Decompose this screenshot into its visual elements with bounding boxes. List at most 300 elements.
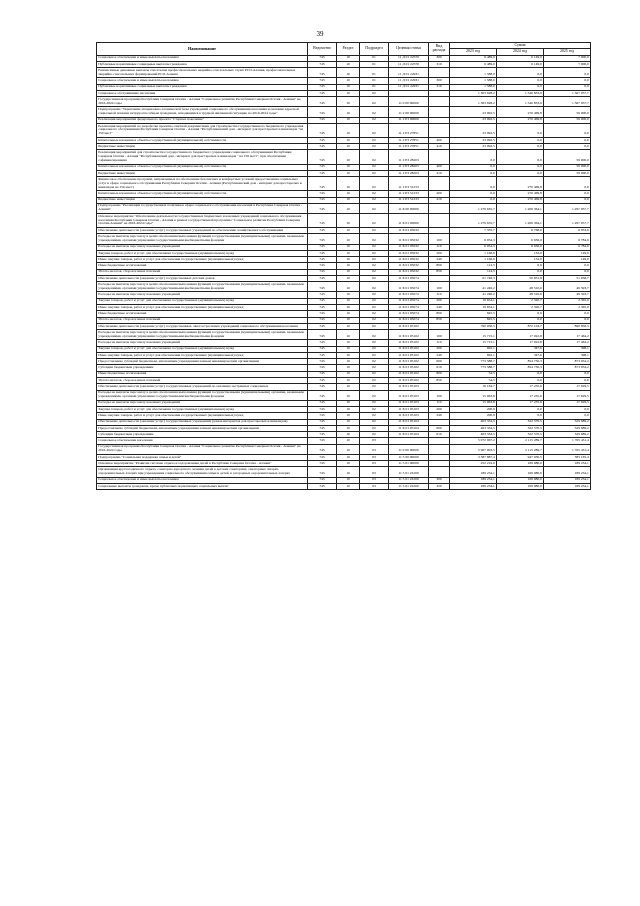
row-section: 10 <box>337 263 360 269</box>
row-sum-2023: 1 303 628,2 <box>450 90 497 96</box>
row-name: Ежемесячные денежные выплаты спасателям профессиональных аварийно-спасательных служб РСО-Алания, профессиональных аварийно-спасательных формирований РСО-Алания <box>97 68 308 78</box>
row-name: Уплата налогов, сборов и иных платежей <box>97 377 308 383</box>
row-sum-2024: 270 469,8 <box>497 177 544 191</box>
row-subsection: 02 <box>360 144 389 150</box>
row-name: Расходы на выплаты персоналу в целях обеспечения выполнения функций государственными (муниципальными) органами, казенными учреждениями, органами управления государственными внебюджетными фондами <box>97 390 308 400</box>
row-subsection: 02 <box>360 123 389 137</box>
row-section: 10 <box>337 425 360 431</box>
row-sum-2024: 1 269 364,1 <box>497 203 544 213</box>
row-expense-type: 800 <box>429 371 450 377</box>
row-ministry: 745 <box>308 191 337 197</box>
row-ministry: 745 <box>308 244 337 250</box>
row-sum-2023: 0,0 <box>450 191 497 197</box>
row-name: Организация круглогодичного отдыха, санаторно-курортного лечения детей в детских санаториях, санаторных лагерях, оздоровительных лагерях при учреждениях социального обслуживания семьи и детей, в загородных оздоровительных лагерях <box>97 467 308 477</box>
row-ministry: 745 <box>308 377 337 383</box>
row-target-article: 11 2 P3 00000 <box>389 117 429 123</box>
row-expense-type <box>429 123 450 137</box>
row-ministry: 745 <box>308 400 337 406</box>
row-name: Основное мероприятие "Обеспечение деятельности государственных бюджетных и казенных учреждений социального обслуживания населения Республики Северная Осетия - Алания в рамках государственной программы "Социальное развитие Республики Северная Осетия-Алания" на 2016-2024 годы" <box>97 213 308 227</box>
row-name: Бюджетные инвестиции <box>97 197 308 203</box>
row-sum-2023: 692,1 <box>450 352 497 358</box>
row-sum-2025: 329 689,2 <box>544 425 591 431</box>
row-sum-2024: 17 235,6 <box>497 384 544 390</box>
row-target-article: 11 Б 01 05032 <box>389 257 429 263</box>
row-sum-2023: 845,5 <box>450 317 497 323</box>
row-sum-2024: 17 235,6 <box>497 390 544 400</box>
row-ministry: 745 <box>308 323 337 329</box>
row-expense-type: 110 <box>429 340 450 346</box>
row-sum-2025: 1 297 057,7 <box>544 203 591 213</box>
row-name: Финансовое обеспечение программ, направленных на обеспечение безопасных и комфортных условий предоставления социальных услуг в сфере социального обслуживания Республики Северная Осетия - Алания (Республиканский дом - интернат для престарелых и инвалидов на 150 мест) <box>97 177 308 191</box>
row-sum-2024: 2 320,7 <box>497 304 544 310</box>
row-subsection: 02 <box>360 257 389 263</box>
row-sum-2023: 0,0 <box>450 150 497 164</box>
row-subsection: 02 <box>360 269 389 275</box>
row-subsection: 02 <box>360 311 389 317</box>
row-name: Реализация мероприятий для строительства государственного бюджетного учреждения социального обслуживания Республики Северная Осетия - Алания "Республиканский дом - интернат для престарелых и инвалидов " на 150 мест", при обеспечении софинансирования <box>97 150 308 164</box>
row-subsection: 02 <box>360 407 389 413</box>
row-sum-2024: 17 022,8 <box>497 330 544 340</box>
row-sum-2024: 854 730,3 <box>497 359 544 365</box>
row-subsection: 02 <box>360 170 389 176</box>
row-subsection: 02 <box>360 150 389 164</box>
row-target-article: 11 0 00 00000 <box>389 444 429 454</box>
row-sum-2025: 59 000,0 <box>544 117 591 123</box>
table-row <box>97 282 591 292</box>
row-sum-2025: 17 629,5 <box>544 384 591 390</box>
row-subsection: 02 <box>360 177 389 191</box>
row-ministry: 745 <box>308 90 337 96</box>
row-expense-type: 310 <box>429 61 450 67</box>
row-sum-2025: 0,0 <box>544 137 591 143</box>
row-ministry: 745 <box>308 170 337 176</box>
header-subsection: Подраздел <box>360 43 389 56</box>
row-name: Расходы на выплаты персоналу в целях обеспечения выполнения функций государственными (муниципальными) органами, казенными учреждениями, органами управления государственными внебюджетными фондами <box>97 234 308 244</box>
row-sum-2024: 0,0 <box>497 68 544 78</box>
row-section: 10 <box>337 275 360 281</box>
row-target-article: 11 Б 01 05032 <box>389 263 429 269</box>
row-ministry: 745 <box>308 311 337 317</box>
row-section: 10 <box>337 311 360 317</box>
row-section: 10 <box>337 400 360 406</box>
row-sum-2023: 403 334,5 <box>450 419 497 425</box>
row-section: 10 <box>337 234 360 244</box>
row-sum-2024: 6 149,0 <box>497 55 544 61</box>
row-sum-2025: 2 365,0 <box>544 298 591 304</box>
row-name: Обеспечение деятельности (оказание услуг) государственных, многоотраслевых учреждений социального обслуживания населения <box>97 323 308 329</box>
row-sum-2025: 6 784,6 <box>544 234 591 244</box>
row-name: Подпрограмма "Реализация государственной политики в сфере социального обслуживания населения в Республике Северная Осетия - Алания" <box>97 203 308 213</box>
row-expense-type: 110 <box>429 400 450 406</box>
row-name: Закупка товаров, работ и услуг для обеспечения государственных (муниципальных) нужд <box>97 346 308 352</box>
row-subsection: 03 <box>360 467 389 477</box>
row-target-article: 11 Б 01 05074 <box>389 275 429 281</box>
row-target-article: 11 Б 01 05102 <box>389 340 429 346</box>
row-expense-type: 200 <box>429 407 450 413</box>
row-sum-2025: 0,0 <box>544 123 591 137</box>
row-sum-2023: 15 715,1 <box>450 330 497 340</box>
row-sum-2023: 6 054,3 <box>450 234 497 244</box>
header-expense-type: Вид расхода <box>429 43 450 56</box>
row-sum-2025: 49 593,7 <box>544 282 591 292</box>
row-name: Социальное обеспечение и иные выплаты населению <box>97 78 308 84</box>
row-sum-2025: 51 958,7 <box>544 275 591 281</box>
row-sum-2025: 189 234,1 <box>544 461 591 467</box>
row-expense-type: 850 <box>429 377 450 383</box>
row-name: Основное мероприятие "Развитие системы отдыха и оздоровления детей в Республике Северная Осетия - Алания" <box>97 461 308 467</box>
row-ministry: 745 <box>308 150 337 164</box>
row-subsection: 02 <box>360 425 389 431</box>
row-sum-2023: 54,5 <box>450 371 497 377</box>
row-target-article: 11 0 00 00000 <box>389 97 429 107</box>
row-sum-2025: 329 689,2 <box>544 419 591 425</box>
row-sum-2024: 0,0 <box>497 269 544 275</box>
row-name: Расходы на выплаты персоналу в целях обеспечения выполнения функций государственными (муниципальными) органами, казенными учреждениями, органами управления государственными внебюджетными фондами <box>97 330 308 340</box>
row-ministry: 745 <box>308 97 337 107</box>
row-target-article: 11 Б 01 05102 <box>389 323 429 329</box>
row-sum-2024: 169 980,0 <box>497 477 544 483</box>
row-expense-type: 300 <box>429 477 450 483</box>
row-sum-2023: 19 654,1 <box>450 298 497 304</box>
row-section: 10 <box>337 390 360 400</box>
row-name: Расходы на выплаты персоналу в целях обеспечения выполнения функций государственными (муниципальными) органами, казенными учреждениями, органами управления государственными внебюджетными фондами <box>97 282 308 292</box>
row-sum-2023: 15 715,1 <box>450 340 497 346</box>
row-ministry: 745 <box>308 203 337 213</box>
row-section: 10 <box>337 340 360 346</box>
row-sum-2025: 49 593,7 <box>544 292 591 298</box>
table-row <box>97 483 591 489</box>
row-subsection: 03 <box>360 438 389 444</box>
row-sum-2025: 0,0 <box>544 68 591 78</box>
row-ministry: 745 <box>308 263 337 269</box>
row-ministry: 745 <box>308 292 337 298</box>
row-subsection: 02 <box>360 191 389 197</box>
row-target-article: 11 Д 01 22570 <box>389 55 429 61</box>
row-section: 10 <box>337 177 360 191</box>
row-sum-2023: 41 246,2 <box>450 292 497 298</box>
row-subsection: 02 <box>360 340 389 346</box>
row-sum-2023: 1 588,0 <box>450 84 497 90</box>
row-subsection: 02 <box>360 304 389 310</box>
row-sum-2025: 17 629,5 <box>544 400 591 406</box>
row-sum-2025: 890 856,5 <box>544 323 591 329</box>
row-subsection: 02 <box>360 371 389 377</box>
row-sum-2025: 1 765 431,4 <box>544 444 591 454</box>
row-sum-2025: 1 367 057,7 <box>544 90 591 96</box>
row-subsection: 02 <box>360 298 389 304</box>
row-sum-2024: 2 115 289,7 <box>497 438 544 444</box>
row-ministry: 745 <box>308 317 337 323</box>
row-target-article: 11 Б 01 05102 <box>389 352 429 358</box>
row-ministry: 745 <box>308 55 337 61</box>
row-sum-2025: 149,0 <box>544 250 591 256</box>
row-sum-2024: 872 104,7 <box>497 323 544 329</box>
row-sum-2024: 0,0 <box>497 407 544 413</box>
row-sum-2025: 6 784,6 <box>544 244 591 250</box>
row-target-article: 11 Б 01 05104 <box>389 419 429 425</box>
row-name: Расходы на выплаты персоналу казенных учреждений <box>97 244 308 250</box>
row-sum-2024: 347,6 <box>497 346 544 352</box>
row-sum-2024: 0,0 <box>497 413 544 419</box>
row-name: Субсидии бюджетным учреждениям <box>97 365 308 371</box>
row-ministry: 745 <box>308 407 337 413</box>
table-row <box>97 107 591 117</box>
row-sum-2023: 23 992,5 <box>450 123 497 137</box>
row-expense-type: 200 <box>429 250 450 256</box>
row-name: Иные бюджетные ассигнования <box>97 311 308 317</box>
row-ministry: 745 <box>308 438 337 444</box>
row-section: 10 <box>337 323 360 329</box>
row-target-article: 11 5 01 00000 <box>389 461 429 467</box>
row-sum-2024: 48 510,6 <box>497 282 544 292</box>
row-sum-2024: 6 768,0 <box>497 228 544 234</box>
row-sum-2025: 2 365,0 <box>544 304 591 310</box>
row-subsection: 02 <box>360 400 389 406</box>
row-name: Социальное обслуживание населения <box>97 90 308 96</box>
row-sum-2023: 403 334,5 <box>450 425 497 431</box>
row-sum-2025: 0,0 <box>544 377 591 383</box>
row-sum-2025: 398,1 <box>544 346 591 352</box>
row-section: 10 <box>337 432 360 438</box>
row-sum-2024: 0,0 <box>497 78 544 84</box>
row-target-article: 11 Б 01 05074 <box>389 292 429 298</box>
row-ministry: 745 <box>308 282 337 292</box>
row-subsection: 02 <box>360 413 389 419</box>
row-expense-type <box>429 97 450 107</box>
page-number: 39 <box>316 30 324 38</box>
row-sum-2024: 6 636,0 <box>497 244 544 250</box>
row-sum-2024: 347,6 <box>497 352 544 358</box>
row-sum-2024: 2 320,7 <box>497 298 544 304</box>
row-subsection: 03 <box>360 444 389 454</box>
row-name: Бюджетные инвестиции <box>97 144 308 150</box>
table-row <box>97 444 591 454</box>
row-sum-2025: 0,0 <box>544 191 591 197</box>
row-ministry: 745 <box>308 444 337 454</box>
row-subsection: 02 <box>360 346 389 352</box>
row-sum-2025: 189 234,1 <box>544 467 591 477</box>
row-section: 10 <box>337 377 360 383</box>
row-sum-2025: 189 234,1 <box>544 477 591 483</box>
row-ministry: 745 <box>308 390 337 400</box>
row-ministry: 745 <box>308 454 337 460</box>
row-name: Обеспечение деятельности (оказание услуг) государственных детских домов <box>97 275 308 281</box>
row-target-article: 11 5 01 22200 <box>389 467 429 477</box>
row-ministry: 745 <box>308 137 337 143</box>
row-subsection: 02 <box>360 317 389 323</box>
row-expense-type: 800 <box>429 263 450 269</box>
row-section: 10 <box>337 228 360 234</box>
row-section: 10 <box>337 419 360 425</box>
table-row <box>97 177 591 191</box>
row-expense-type: 240 <box>429 304 450 310</box>
row-expense-type: 410 <box>429 170 450 176</box>
row-section: 10 <box>337 269 360 275</box>
row-section: 10 <box>337 438 360 444</box>
row-subsection: 02 <box>360 330 389 340</box>
table-row <box>97 150 591 164</box>
row-section: 10 <box>337 407 360 413</box>
row-expense-type <box>429 467 450 477</box>
row-expense-type: 850 <box>429 269 450 275</box>
row-sum-2024: 50 831,8 <box>497 275 544 281</box>
row-sum-2023: 189 234,1 <box>450 467 497 477</box>
row-target-article: 11 Б 01 05103 <box>389 407 429 413</box>
row-sum-2023: 1 279 635,7 <box>450 213 497 227</box>
row-ministry: 745 <box>308 234 337 244</box>
row-sum-2024: 6 149,0 <box>497 61 544 67</box>
header-year-2025: 2025 год <box>544 49 591 55</box>
row-section: 10 <box>337 352 360 358</box>
row-sum-2024: 270 469,8 <box>497 191 544 197</box>
row-section: 10 <box>337 467 360 477</box>
row-target-article: 11 2 P3 28203 <box>389 170 429 176</box>
row-subsection: 02 <box>360 203 389 213</box>
row-expense-type: 100 <box>429 330 450 340</box>
row-name: Иные закупки товаров, работ и услуг для обеспечения государственных (муниципальных) нужд <box>97 257 308 263</box>
row-target-article: 11 Б 01 05103 <box>389 390 429 400</box>
row-section: 10 <box>337 164 360 170</box>
row-name: Обеспечение деятельности (оказание услуг) государственных учреждений по обеспечению хозяйственного обслуживания <box>97 228 308 234</box>
row-expense-type: 300 <box>429 55 450 61</box>
row-sum-2023: 200,9 <box>450 407 497 413</box>
row-sum-2023: 1 279 635,7 <box>450 203 497 213</box>
row-target-article: 11 Б 01 05102 <box>389 346 429 352</box>
row-section: 10 <box>337 150 360 164</box>
row-subsection: 02 <box>360 352 389 358</box>
row-target-article: 11 Б 01 05032 <box>389 234 429 244</box>
row-subsection: 02 <box>360 377 389 383</box>
row-target-article: 11 Б 01 05102 <box>389 365 429 371</box>
row-ministry: 745 <box>308 330 337 340</box>
header-sum: Сумма <box>450 43 591 49</box>
row-sum-2023: 41 246,2 <box>450 282 497 292</box>
row-section: 10 <box>337 117 360 123</box>
row-name: Социальные выплаты гражданам, кроме публичных нормативных социальных выплат <box>97 483 308 489</box>
row-expense-type: 300 <box>429 78 450 84</box>
row-sum-2025: 189 234,1 <box>544 483 591 489</box>
row-sum-2023: 692,1 <box>450 346 497 352</box>
row-sum-2024: 0,0 <box>497 144 544 150</box>
row-target-article: 11 2 00 00000 <box>389 107 429 117</box>
row-ministry: 745 <box>308 213 337 227</box>
row-ministry: 745 <box>308 275 337 281</box>
row-section: 10 <box>337 257 360 263</box>
row-sum-2023: 1 303 628,2 <box>450 97 497 107</box>
row-section: 10 <box>337 97 360 107</box>
row-subsection: 02 <box>360 250 389 256</box>
row-expense-type: 400 <box>429 191 450 197</box>
row-target-article: 11 Б 01 05103 <box>389 400 429 406</box>
row-sum-2023: 114,5 <box>450 269 497 275</box>
row-sum-2025: 149,0 <box>544 257 591 263</box>
row-subsection: 03 <box>360 483 389 489</box>
row-ministry: 745 <box>308 228 337 234</box>
row-name: Бюджетные инвестиции <box>97 170 308 176</box>
row-subsection: 02 <box>360 107 389 117</box>
row-target-article: 11 Б 01 05102 <box>389 359 429 365</box>
row-sum-2023: 3 387 887,4 <box>450 454 497 460</box>
row-name: Реализация мероприятий федерального проекта "Старшее поколение" <box>97 117 308 123</box>
row-section: 10 <box>337 68 360 78</box>
row-ministry: 745 <box>308 365 337 371</box>
row-section: 10 <box>337 477 360 483</box>
row-sum-2023: 54,5 <box>450 377 497 383</box>
row-ministry: 745 <box>308 352 337 358</box>
row-sum-2025: 0,0 <box>544 144 591 150</box>
row-sum-2025: 0,0 <box>544 371 591 377</box>
row-section: 10 <box>337 346 360 352</box>
row-name: Субсидии бюджетным учреждениям <box>97 432 308 438</box>
row-subsection: 02 <box>360 228 389 234</box>
table-header <box>97 43 591 56</box>
row-subsection: 02 <box>360 164 389 170</box>
row-sum-2025: 0,0 <box>544 407 591 413</box>
row-section: 10 <box>337 203 360 213</box>
row-name: Предоставление субсидий бюджетным, автономным учреждениям и иным некоммерческим организациям <box>97 359 308 365</box>
row-name: Закупка товаров, работ и услуг для обеспечения государственных (муниципальных) нужд <box>97 250 308 256</box>
row-section: 10 <box>337 244 360 250</box>
header-ministry: Ведомство <box>308 43 337 56</box>
row-section: 10 <box>337 137 360 143</box>
row-sum-2025: 7 000,0 <box>544 61 591 67</box>
row-target-article: 11 Б 01 05102 <box>389 371 429 377</box>
row-sum-2025: 59 000,0 <box>544 150 591 164</box>
row-subsection: 03 <box>360 477 389 483</box>
row-expense-type: 310 <box>429 84 450 90</box>
row-sum-2024: 0,0 <box>497 377 544 383</box>
row-subsection: 02 <box>360 282 389 292</box>
row-sum-2025: 1 297 057,7 <box>544 213 591 227</box>
row-ministry: 745 <box>308 298 337 304</box>
row-name: Капитальные вложения в объекты государственной (муниципальной) собственности <box>97 164 308 170</box>
row-expense-type <box>429 68 450 78</box>
row-ministry: 745 <box>308 107 337 117</box>
row-subsection: 01 <box>360 84 389 90</box>
row-section: 10 <box>337 107 360 117</box>
row-sum-2023: 773 588,7 <box>450 359 497 365</box>
header-target-article: Целевая статья <box>389 43 429 56</box>
row-name: Публичные нормативные социальные выплаты гражданам <box>97 84 308 90</box>
row-sum-2023: 114,5 <box>450 263 497 269</box>
row-target-article: 11 Б 01 05103 <box>389 413 429 419</box>
row-subsection: 02 <box>360 390 389 400</box>
row-expense-type: 110 <box>429 244 450 250</box>
row-sum-2023: 1 166,9 <box>450 257 497 263</box>
row-name: Реализация мероприятий по разработке проектно-сметной документации для строительства государственного бюджетного учреждения социального обслуживания Республики Северная Осетия - Алания "Республиканский дом - интернат для престарелых и инвалидов "на 150 мест" <box>97 123 308 137</box>
row-target-article: 11 Б 01 05074 <box>389 311 429 317</box>
row-sum-2023: 15 963,8 <box>450 400 497 406</box>
row-subsection: 02 <box>360 263 389 269</box>
row-name: Расходы на выплаты персоналу казенных учреждений <box>97 400 308 406</box>
row-expense-type: 100 <box>429 390 450 400</box>
row-ministry: 745 <box>308 384 337 390</box>
row-name: Подпрограмма "Социальная поддержка семьи и детей" <box>97 454 308 460</box>
row-target-article: 11 Б 01 05032 <box>389 269 429 275</box>
row-sum-2024: 169 980,0 <box>497 467 544 477</box>
row-target-article: 11 Д 01 22931 <box>389 78 429 84</box>
row-name: Социальное обеспечение и иные выплаты населению <box>97 55 308 61</box>
row-sum-2025: 0,0 <box>544 177 591 191</box>
row-sum-2025: 329 689,2 <box>544 432 591 438</box>
row-ministry: 745 <box>308 359 337 365</box>
row-name: Капитальные вложения в объекты государственной (муниципальной) собственности <box>97 191 308 197</box>
row-sum-2025: 0,0 <box>544 311 591 317</box>
row-expense-type <box>429 150 450 164</box>
row-subsection: 02 <box>360 213 389 227</box>
row-subsection: 01 <box>360 55 389 61</box>
row-sum-2024: 132,0 <box>497 250 544 256</box>
